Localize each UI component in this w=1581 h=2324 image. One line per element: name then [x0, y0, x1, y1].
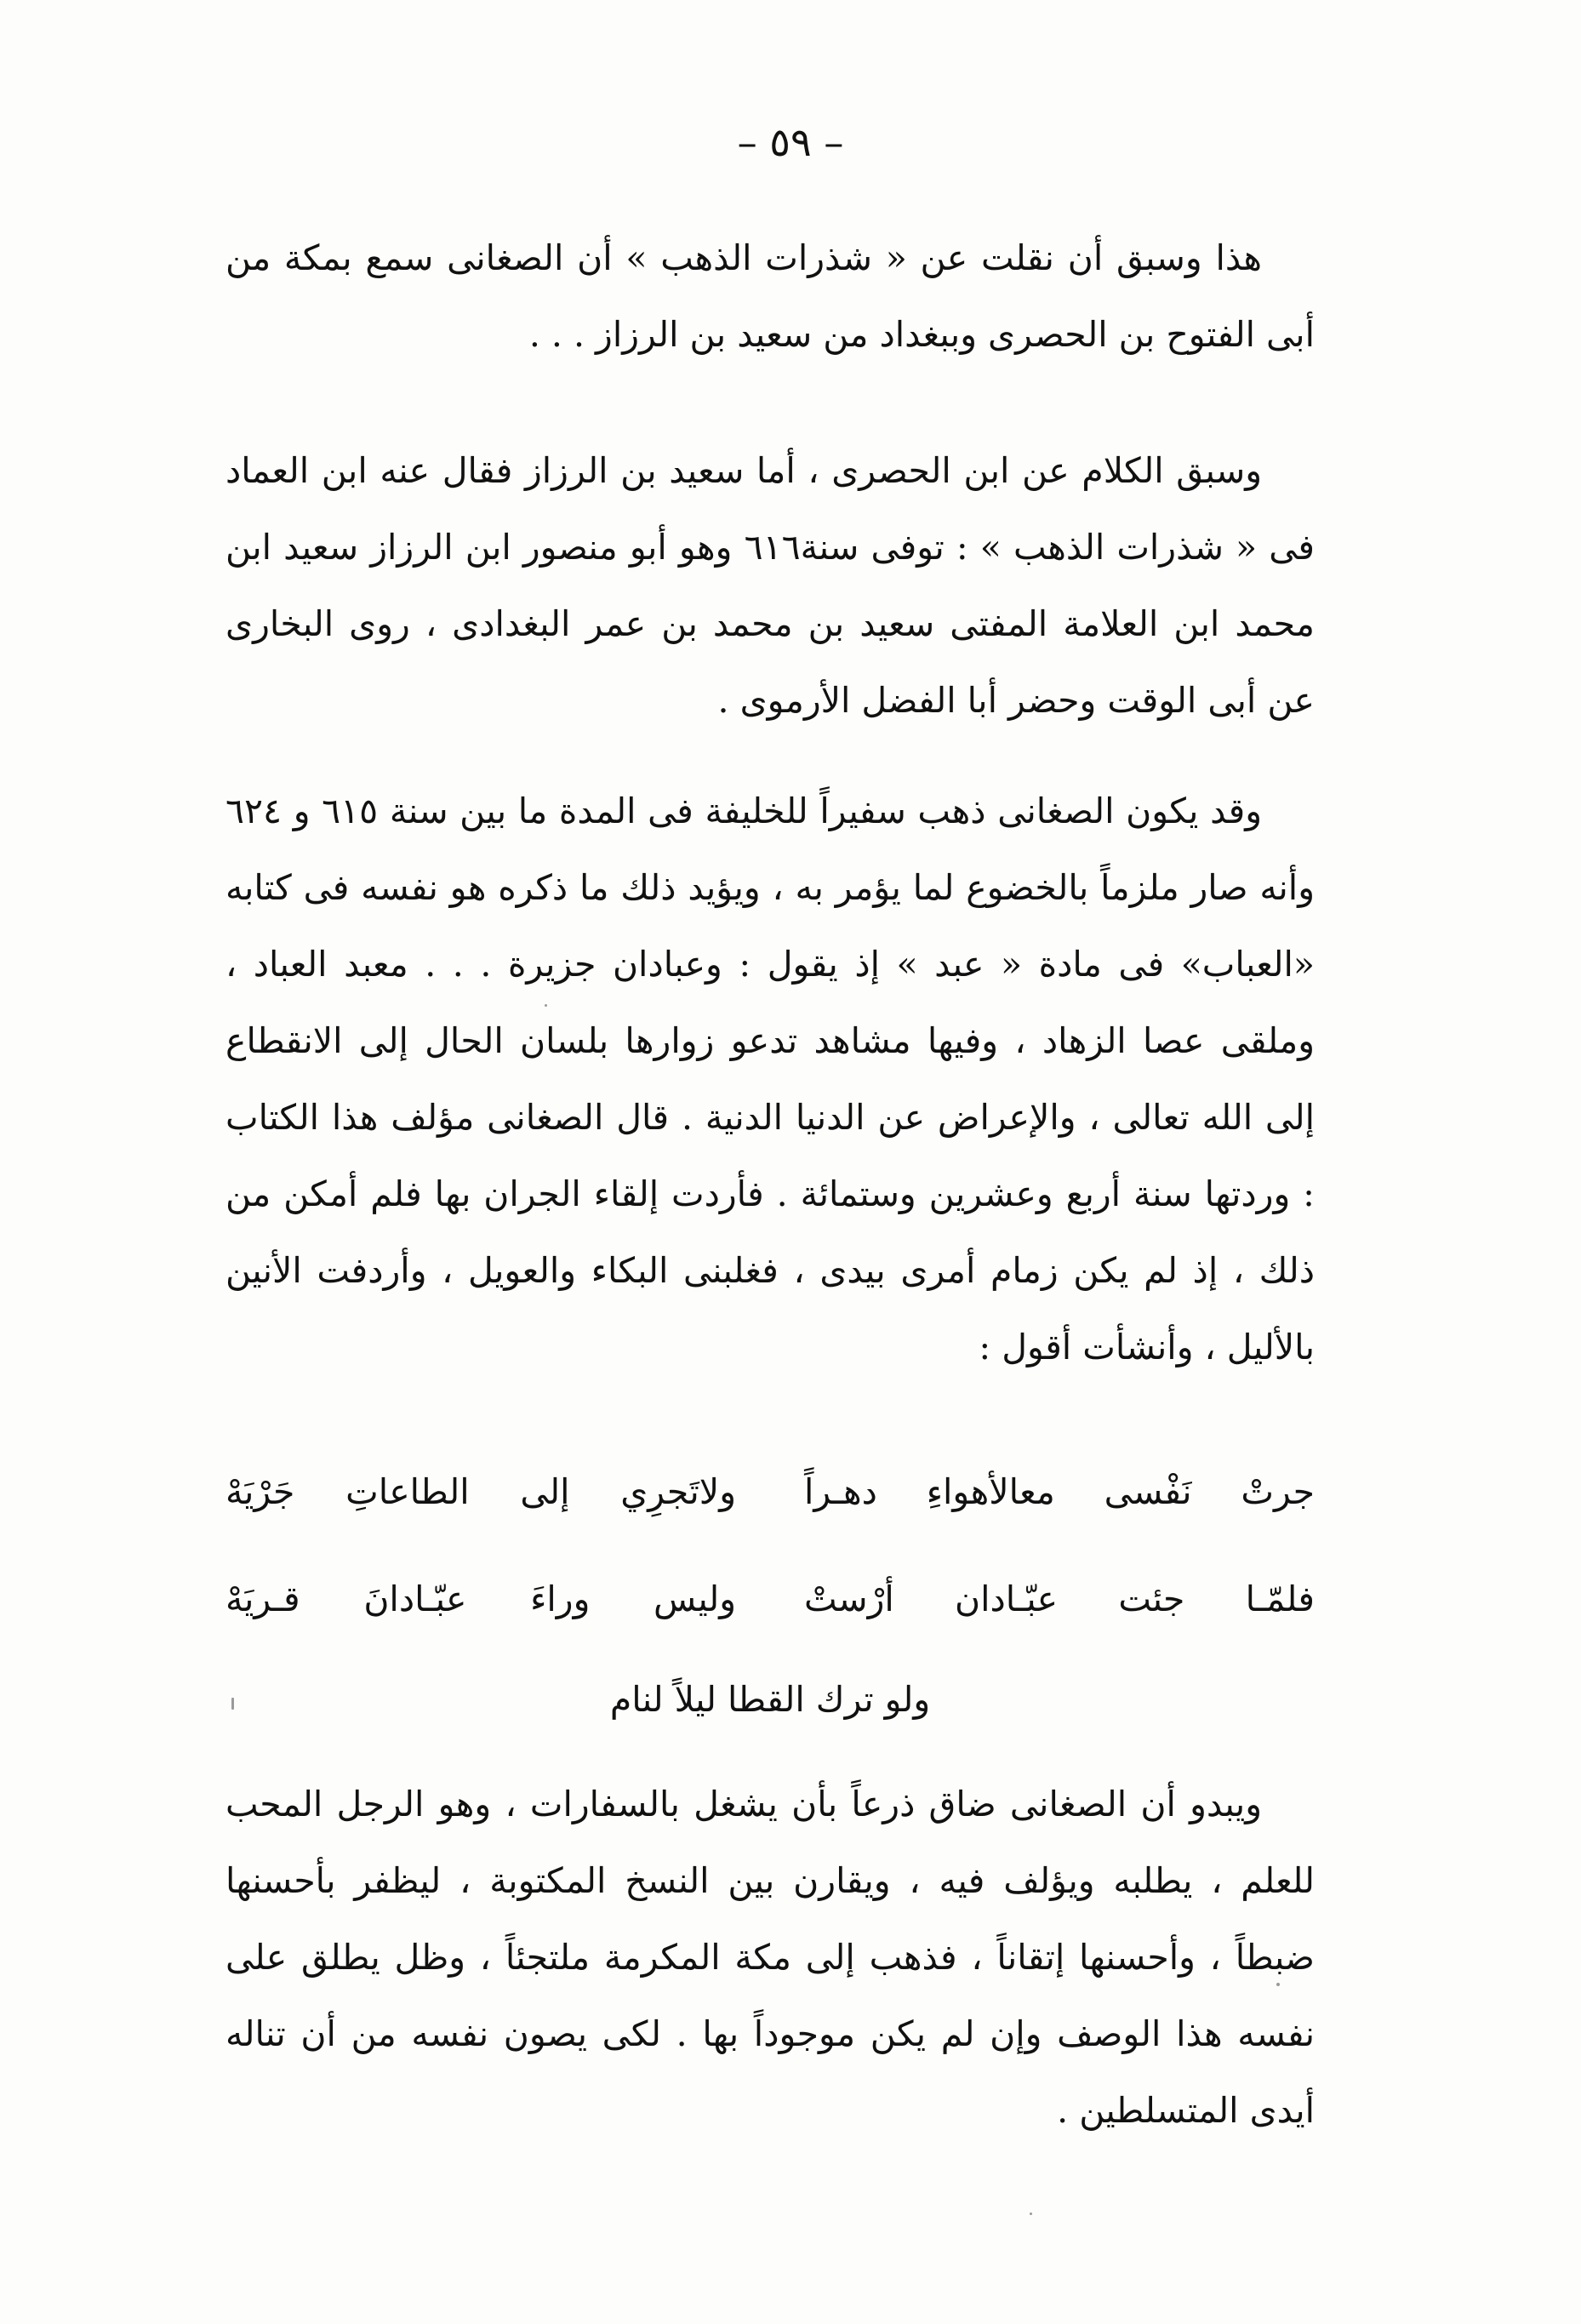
poem-closing-line: ولو ترك القطا ليلاً لنام	[609, 1679, 931, 1720]
paper-speck	[1030, 2213, 1032, 2215]
paragraph	[225, 1766, 1315, 2149]
paper-speck	[1276, 1983, 1280, 1986]
paper-speck	[545, 1004, 547, 1007]
paragraph-text: ويبدو أن الصغانى ضاق ذرعاً بأن يشغل بالسفارات ، وهو الرجل المحب للعلم ، يطلبه ويؤلف فيه ، ويقارن بين النسخ المكتوبة ، ليظفر بأحسنها ضبطاً ، وأحسنها إتقاناً ، فذهب إلى مكة المكرمة ملتجئاً ، وظل يطلق على نفسه هذا الوصف وإن لم يكن موجوداً بها . لكى يصون نفسه من أن تناله أيدى المتسلطين .	[225, 1784, 1315, 2131]
verse-first-hemistich: فلمّـا جئت عبّـادان أرْستْ	[804, 1579, 1315, 1619]
page-number: – ٥٩ –	[737, 119, 844, 165]
poem-verse	[225, 1545, 1315, 1653]
verse-second-hemistich: ولاتَجرِي إلى الطاعاتِ جَرْيَهْ	[225, 1471, 736, 1512]
poem	[225, 1438, 1315, 1746]
poem-verse	[225, 1438, 1315, 1545]
paragraph	[225, 220, 1315, 373]
paragraph-text: وقد يكون الصغانى ذهب سفيراً للخليفة فى المدة ما بين سنة ٦١٥ و ٦٢٤ وأنه صار ملزماً بالخضوع لما يؤمر به ، ويؤيد ذلك ما ذكره هو نفسه فى كتابه «العباب» فى مادة « عبد » إذ يقول : وعبادان جزيرة . . . معبد العباد ، وملقى عصا الزهاد ، وفيها مشاهد تدعو زوارها بلسان الحال إلى الانقطاع إلى الله تعالى ، والإعراض عن الدنيا الدنية . قال الصغانى مؤلف هذا الكتاب : وردتها سنة أربع وعشرين وستمائة . فأردت إلقاء الجران بها فلم أمكن من ذلك ، إذ لم يكن زمام أمرى بيدى ، فغلبنى البكاء والعويل ، وأردفت الأنين بالأليل ، وأنشأت أقول :	[225, 791, 1315, 1368]
paragraph-text: وسبق الكلام عن ابن الحصرى ، أما سعيد بن الرزاز فقال عنه ابن العماد فى « شذرات الذهب » : توفى سنة٦١٦ وهو أبو منصور ابن الرزاز سعيد ابن محمد ابن العلامة المفتى سعيد بن محمد بن عمر البغدادى ، روى البخارى عن أبى الوقت وحضر أبا الفضل الأرموى .	[225, 450, 1315, 721]
paragraph	[225, 773, 1315, 1385]
paragraph	[225, 432, 1315, 739]
verse-second-hemistich: وليس وراءَ عبّـادانَ قـريَهْ	[225, 1579, 736, 1619]
paper-speck	[231, 1698, 234, 1710]
paragraph-text: هذا وسبق أن نقلت عن « شذرات الذهب » أن الصغانى سمع بمكة من أبى الفتوح بن الحصرى وببغداد من سعيد بن الرزاز . . .	[225, 237, 1315, 355]
verse-first-hemistich: جرتْ نَفْسى معالأهواءِ دهـراً	[804, 1471, 1315, 1512]
